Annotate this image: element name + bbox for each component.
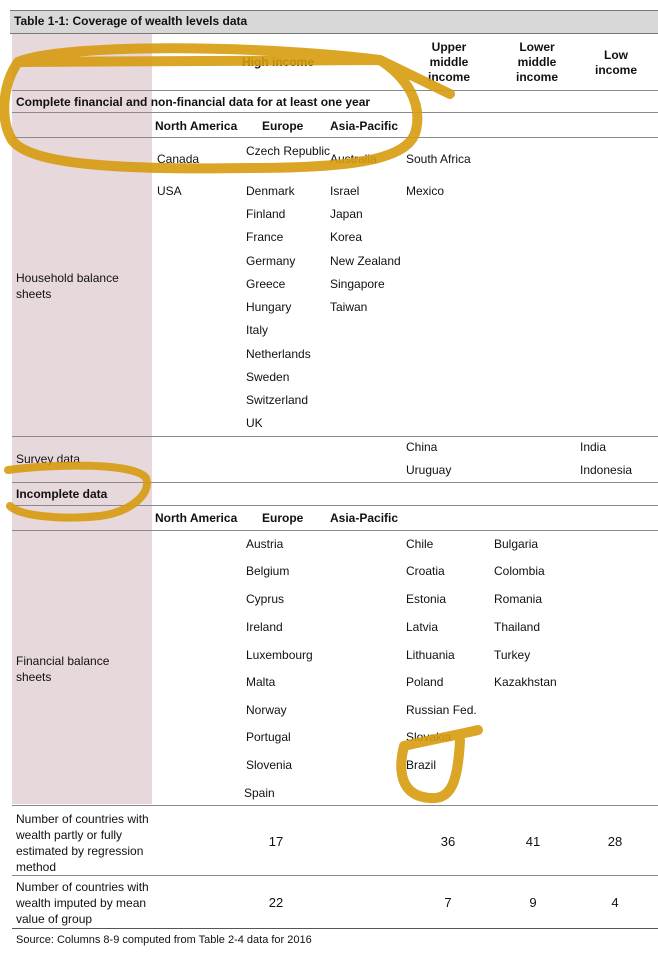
list-item: USA — [157, 184, 182, 198]
list-item: New Zealand — [330, 254, 401, 268]
divider — [12, 875, 658, 876]
divider — [12, 928, 658, 929]
row-label-financial: Financial balance sheets — [16, 654, 110, 684]
regression-count-upper-middle: 36 — [440, 834, 456, 849]
divider — [12, 137, 658, 138]
region-asia-pacific: Asia-Pacific — [330, 119, 399, 133]
divider — [12, 112, 658, 113]
list-item: South Africa — [406, 152, 471, 166]
list-item: Germany — [246, 254, 296, 268]
list-item: Turkey — [494, 648, 531, 662]
list-item: Denmark — [246, 184, 295, 198]
region-europe: Europe — [262, 511, 304, 525]
table-title: Table 1-1: Coverage of wealth levels data — [14, 14, 248, 28]
list-item: Kazakhstan — [494, 675, 557, 689]
regression-count-low: 28 — [607, 834, 623, 849]
regression-count-high: 17 — [268, 834, 284, 849]
list-item: India — [580, 440, 607, 454]
imputed-count-high: 22 — [268, 895, 284, 910]
region-north-america: North America — [155, 511, 238, 525]
list-item: France — [246, 230, 284, 244]
section-complete-data: Complete financial and non-financial data for at least one year — [16, 95, 371, 109]
list-item: Italy — [246, 323, 269, 337]
list-item: Taiwan — [330, 300, 368, 314]
list-item: Luxembourg — [246, 648, 313, 662]
list-item: Thailand — [494, 620, 541, 634]
region-europe: Europe — [262, 119, 304, 133]
list-item: Finland — [246, 207, 286, 221]
divider — [12, 482, 658, 483]
region-north-america: North America — [155, 119, 238, 133]
list-item: Korea — [330, 230, 363, 244]
list-item: Uruguay — [406, 463, 452, 477]
list-item: Mexico — [406, 184, 445, 198]
list-item: Switzerland — [246, 393, 309, 407]
imputed-count-low: 4 — [611, 895, 619, 910]
list-item: Ireland — [246, 620, 283, 634]
source-note: Source: Columns 8-9 computed from Table 2-4 data for 2016 — [16, 934, 312, 946]
row-label-column — [12, 34, 152, 804]
row-label-imputed: Number of countries with wealth imputed by mean value of group — [16, 880, 149, 926]
row-label-household: Household balance sheets — [16, 271, 119, 301]
divider — [12, 436, 658, 437]
list-item: Romania — [494, 592, 543, 606]
region-asia-pacific: Asia-Pacific — [330, 511, 399, 525]
header-high-income: High income — [241, 55, 314, 69]
row-label-survey: Survey data — [16, 452, 81, 466]
list-item: UK — [246, 416, 263, 430]
list-item: Croatia — [406, 564, 445, 578]
section-incomplete-data: Incomplete data — [16, 487, 108, 501]
list-item: Poland — [406, 675, 444, 689]
list-item: Brazil — [406, 758, 437, 772]
list-item: Slovenia — [246, 758, 293, 772]
list-item: Singapore — [330, 277, 385, 291]
list-item: Greece — [246, 277, 286, 291]
list-item: Netherlands — [246, 347, 311, 361]
list-item: Portugal — [246, 730, 291, 744]
imputed-count-upper-middle: 7 — [444, 895, 452, 910]
divider — [12, 530, 658, 531]
list-item: Czech Republic — [246, 144, 331, 158]
row-label-regression: Number of countries with wealth partly or fully estimated by regression method — [16, 812, 149, 874]
list-item: Australia — [330, 152, 377, 166]
list-item: Austria — [246, 537, 284, 551]
list-item: Cyprus — [246, 592, 285, 606]
regression-count-lower-middle: 41 — [525, 834, 541, 849]
list-item: Bulgaria — [494, 537, 539, 551]
list-item: Estonia — [406, 592, 447, 606]
list-item: Indonesia — [580, 463, 633, 477]
header-lower-middle-income: Lower middle income — [515, 40, 558, 84]
divider — [12, 505, 658, 506]
list-item: Israel — [330, 184, 360, 198]
list-item: Latvia — [406, 620, 439, 634]
list-item: Canada — [157, 152, 200, 166]
list-item: Chile — [406, 537, 434, 551]
list-item: Belgium — [246, 564, 290, 578]
list-item: Japan — [330, 207, 363, 221]
list-item: Malta — [246, 675, 276, 689]
list-item: Spain — [244, 786, 275, 800]
imputed-count-lower-middle: 9 — [529, 895, 537, 910]
header-low-income: Low income — [594, 48, 637, 77]
divider — [12, 90, 658, 91]
list-item: China — [406, 440, 438, 454]
list-item: Lithuania — [406, 648, 455, 662]
list-item: Colombia — [494, 564, 545, 578]
header-upper-middle-income: Upper middle income — [427, 40, 470, 84]
list-item: Slovakia — [406, 730, 452, 744]
divider — [12, 805, 658, 806]
list-item: Hungary — [246, 300, 292, 314]
list-item: Russian Fed. — [406, 703, 477, 717]
list-item: Sweden — [246, 370, 290, 384]
list-item: Norway — [246, 703, 287, 717]
